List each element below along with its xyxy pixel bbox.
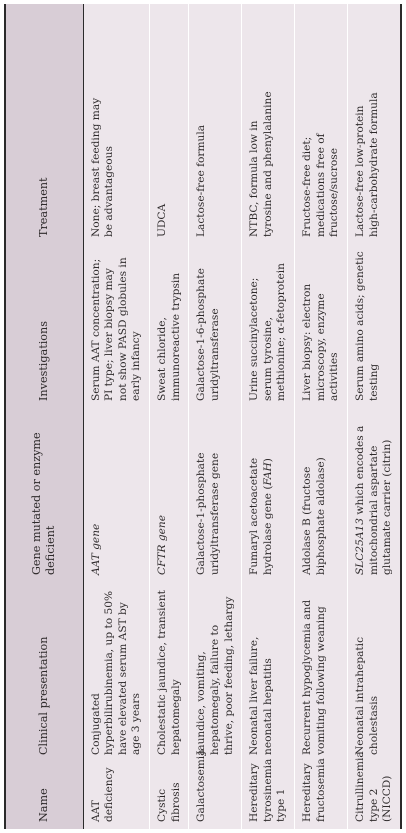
cell-gene: AAT gene <box>89 523 102 575</box>
table-row <box>189 4 242 829</box>
cell-investigations: Sweat chloride, immunoreactive trypsin <box>150 244 189 408</box>
cell-investigations: Liver biopsy: electron microscopy, enzyme activities <box>295 244 348 408</box>
cell-name: Cystic fibrosis <box>150 762 189 829</box>
cell-investigations: Urine succinylacetone; serum tyrosine, methionine; α-fetoprotein <box>242 244 295 408</box>
cell-gene <box>242 408 295 582</box>
cell-investigations: Serum AAT concentration; PI type; liver biopsy may not show PASD globules in early infancy <box>89 257 143 401</box>
cell-spacer <box>295 4 348 84</box>
table-row <box>83 4 150 829</box>
gene-text: which encodes a mitochondrial aspartate glutamate carrier (citrin) <box>354 425 394 575</box>
cell-treatment: None; breast feeding may be advantageous <box>89 97 116 237</box>
cell-gene <box>348 408 401 582</box>
header-gene: Gene mutated or enzyme deficient <box>5 408 83 582</box>
header-clinical-presentation: Clinical presentation <box>5 582 83 762</box>
cell-gene: Aldolase B (fructose biphosphate aldolase) <box>295 408 348 582</box>
cell-gene: CFTR gene <box>150 408 189 582</box>
cell-name: Galactosemia <box>189 762 242 829</box>
cell-spacer <box>150 4 189 84</box>
cell-name: Hereditary fructosemia <box>295 762 348 829</box>
cell-spacer <box>242 4 295 84</box>
cell-treatment: Lactose-free formula <box>189 84 242 244</box>
cell-clinical: Jaundice, vomiting, hepatomegaly, failure to thrive, poor feeding, lethargy <box>189 582 242 762</box>
header-treatment: Treatment <box>5 84 83 244</box>
table-row <box>150 4 189 829</box>
cell-name: AAT deficiency <box>89 767 116 822</box>
disorders-table <box>4 4 402 829</box>
cell-treatment: UDCA <box>150 84 189 244</box>
cell-investigations: Serum amino acids; genetic testing <box>348 244 401 408</box>
cell-name: Hereditary tyrosinemia type 1 <box>242 762 295 829</box>
cell-spacer <box>189 4 242 84</box>
cell-treatment: Lactose-free low-protein high-carbohydrate formula <box>348 84 401 244</box>
table-header-row <box>5 4 83 829</box>
cell-gene: Galactose-1-phosphate uridyltransferase gene <box>189 408 242 582</box>
gene-text: ) <box>261 458 274 463</box>
gene-symbol: SLC25A13 <box>354 517 367 575</box>
rotated-table-wrapper <box>4 4 402 829</box>
cell-clinical: Cholestatic jaundice, transient hepatomegaly <box>150 582 189 762</box>
cell-clinical: Conjugated hyperbilirubinemia, up to 50% have elevated serum AST by age 3 years <box>89 590 143 755</box>
cell-clinical: Neonatal intrahepatic cholestasis <box>348 582 401 762</box>
cell-name: Citrullinemia type 2 (NICCD) <box>348 762 401 829</box>
header-spacer <box>5 4 83 84</box>
cell-treatment: Fructose-free diet; medications free of fructose/sucrose <box>295 84 348 244</box>
gene-symbol: FAH <box>261 462 274 486</box>
cell-spacer <box>348 4 401 84</box>
cell-investigations: Galactose-1-6-phosphate uridyltransferase <box>189 244 242 408</box>
cell-clinical: Neonatal liver failure, neonatal hepatitis <box>242 582 295 762</box>
table-row <box>348 4 401 829</box>
cell-clinical: Recurrent hypoglycemia and vomiting following weaning <box>295 582 348 762</box>
table-row <box>242 4 295 829</box>
header-investigations: Investigations <box>5 244 83 408</box>
cell-treatment: NTBC, formula low in tyrosine and phenylalanine <box>242 84 295 244</box>
table-row <box>295 4 348 829</box>
cell-spacer <box>83 4 150 84</box>
header-name: Name <box>5 762 83 829</box>
gene-text: Fumaryl acetoacetate hydrolase gene ( <box>248 457 274 575</box>
